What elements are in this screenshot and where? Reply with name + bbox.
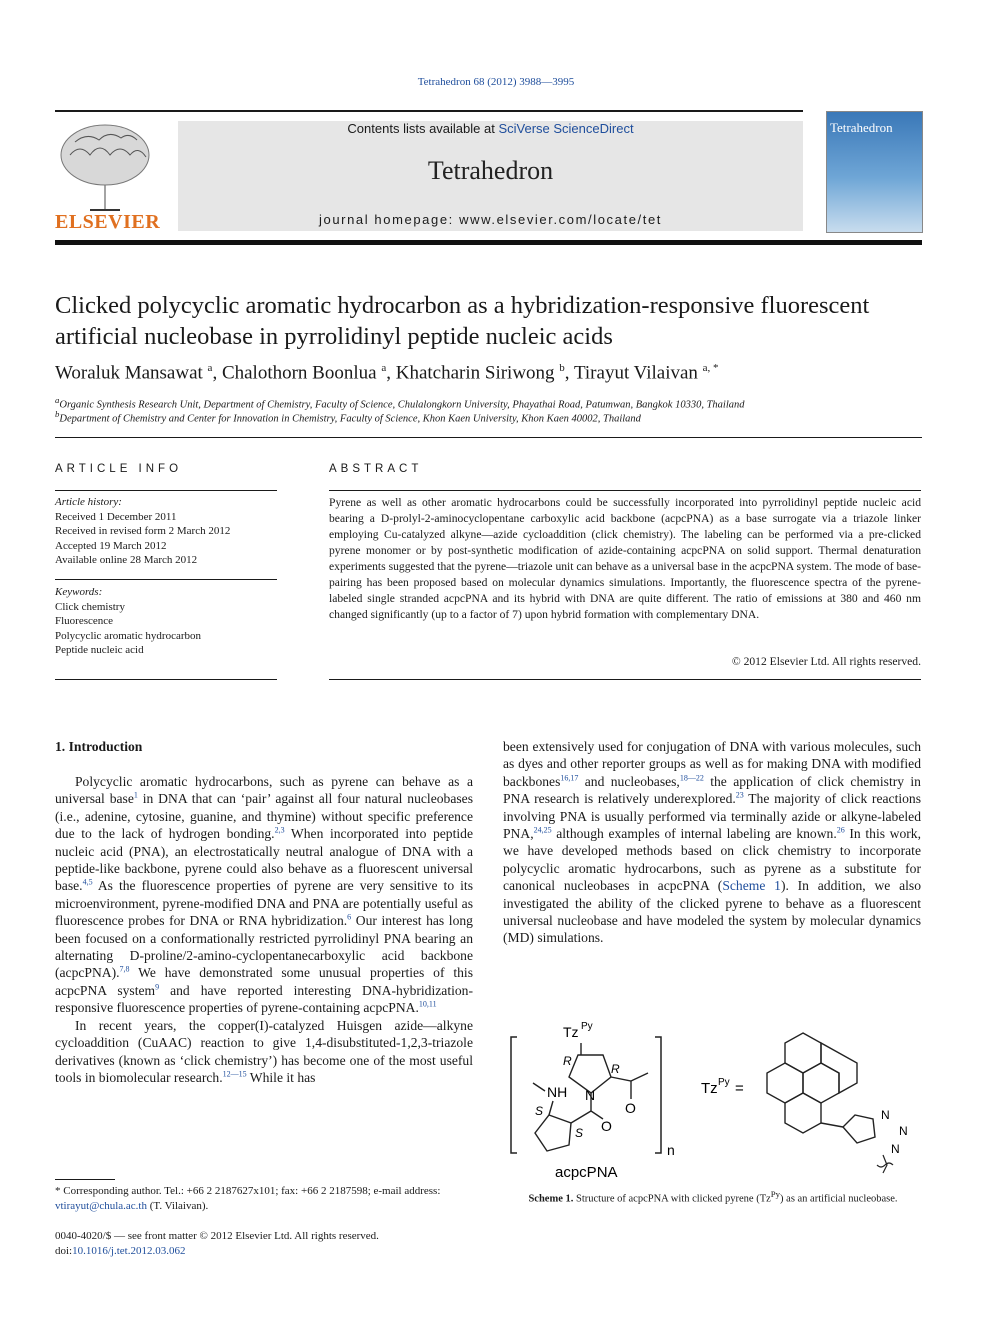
affiliation-b	[55, 409, 935, 425]
keywords	[55, 585, 277, 658]
abstract-heading: ABSTRACT	[329, 463, 423, 475]
paragraph-text: and have reported interesting DNA-hybridization-responsive fluorescence properties of pyrene-containing acpcPNA.	[55, 982, 473, 1016]
tz-label: Tz	[563, 1024, 579, 1040]
article-info-heading: ARTICLE INFO	[55, 463, 183, 475]
journal-cover-title: Tetrahedron	[830, 120, 893, 135]
footnote-after: (T. Vilaivan).	[147, 1199, 209, 1212]
article-info-rule-top	[55, 490, 277, 491]
author-3[interactable]: Khatcharin Siriwong	[395, 362, 555, 384]
citation-reference[interactable]: 9	[155, 982, 160, 992]
corresponding-author-footnote	[55, 1184, 473, 1213]
contents-prefix: Contents lists available at	[347, 121, 499, 136]
author-4[interactable]: Tirayut Vilaivan	[573, 362, 698, 384]
left-bracket	[511, 1037, 517, 1153]
acpcpna-label: acpcPNA	[555, 1164, 618, 1181]
author-1-affil: a	[207, 362, 213, 374]
carbonyl-o-1: O	[625, 1100, 636, 1116]
paragraph-text: Polycyclic aromatic hydrocarbons, such as pyrene can behave as a universal base	[55, 774, 473, 807]
citation-reference[interactable]: 24,25	[533, 825, 552, 835]
stereo-r-2: R	[611, 1062, 620, 1076]
caption-label: Scheme 1.	[528, 1193, 574, 1205]
keyword: Peptide nucleic acid	[55, 644, 144, 656]
author-3-affil: b	[559, 362, 565, 374]
pyrene-triazole-bond	[821, 1123, 843, 1127]
citation-reference[interactable]: 23	[735, 790, 744, 800]
article-info-rule-bottom	[55, 679, 277, 680]
doi-prefix: doi:	[55, 1244, 73, 1257]
header-thick-rule	[55, 240, 922, 245]
footnote-rule	[55, 1179, 115, 1180]
paragraph-text: been extensively used for conjugation of DNA with various molecules, such as dyes and other reporter groups as well as for making DNA with modified backbones	[503, 739, 921, 789]
author-1[interactable]: Woraluk Mansawat	[55, 362, 203, 384]
author-4-affil: a, *	[702, 362, 719, 374]
abstract-rule-bottom	[329, 679, 921, 680]
history-accepted: Accepted 19 March 2012	[55, 539, 167, 552]
paragraph-text: When incorporated into peptide nucleic acid (PNA), an electrostatically neutral analogue of DNA with a peptide-like backbone, pyrene could also behave as a fluorescent universal base.	[55, 826, 473, 894]
keyword: Click chemistry	[55, 600, 125, 613]
paragraph-text: While it has	[246, 1069, 316, 1085]
intro-right-column	[503, 738, 921, 947]
paragraph-text: We have demonstrated some unusual properties of this acpcPNA system	[55, 965, 473, 998]
stereo-r-1: R	[563, 1054, 572, 1068]
ring-link	[571, 1111, 591, 1123]
doi-link[interactable]: 10.1016/j.tet.2012.03.062	[72, 1244, 186, 1257]
paragraph-text: in DNA that can ‘pair’ against all four natural nucleobases (i.e., adenine, cytosine, guanine, and thymine) without specific preference due to the lack of hydrogen bonding.	[55, 791, 473, 842]
nh-label: NH	[547, 1084, 568, 1100]
citation-reference[interactable]: 7,8	[119, 964, 130, 974]
citation-reference[interactable]: 16,17	[560, 773, 579, 783]
citation-reference[interactable]: 1	[133, 790, 138, 800]
keyword: Fluorescence	[55, 615, 114, 627]
acyl-bond	[611, 1073, 648, 1099]
stereo-s-1: S	[535, 1104, 544, 1118]
paragraph-text: the application of click chemistry in PNA research is relatively underexplored.	[503, 773, 921, 807]
front-matter-info	[55, 1229, 555, 1258]
article-history	[55, 495, 277, 568]
ring-n-label: N	[585, 1087, 596, 1103]
cyclopentane-ring	[535, 1115, 571, 1151]
citation-reference[interactable]: 12—15	[222, 1069, 247, 1079]
paragraph-text: As the fluorescence properties of pyrene are very sensitive to its microenvironment, pyrene-modified DNA and PNA are potentially useful as fluorescence probes for DNA or RNA hybridization.	[55, 878, 473, 929]
intro-paragraph-3	[503, 738, 921, 947]
journal-citation[interactable]: Tetrahedron 68 (2012) 3988—3995	[417, 76, 575, 88]
intro-paragraph-1	[55, 773, 473, 1017]
abstract-rule-top	[329, 490, 921, 491]
citation-reference[interactable]: 26	[836, 825, 845, 835]
history-label: Article history:	[55, 496, 122, 508]
attachment-squiggle	[877, 1155, 893, 1173]
right-bracket	[655, 1037, 661, 1153]
affiliation-a-text: Organic Synthesis Research Unit, Department of Chemistry, Faculty of Science, Chulalongkorn University, Phayathai Road, Patumwan, Bangkok 10330, Thailand	[59, 399, 745, 411]
affiliation-b-text: Department of Chemistry and Center for Innovation in Chemistry, Faculty of Science, Khon Kaen University, Khon Kaen 40002, Thailand	[59, 413, 641, 425]
equals-sign: =	[735, 1080, 744, 1097]
paragraph-text: although examples of internal labeling are known.	[551, 826, 837, 842]
intro-paragraph-2	[55, 1017, 473, 1087]
citation-reference[interactable]: 2,3	[274, 825, 285, 835]
paragraph-text: The majority of click reactions involving PNA is usually performed via terminally azide or alkyne-labeled PNA,	[503, 791, 922, 842]
doi-line	[55, 1244, 555, 1259]
py-superscript: Py	[581, 1021, 593, 1032]
affiliation-a-mark: a	[55, 395, 60, 405]
history-online: Available online 28 March 2012	[55, 554, 198, 566]
issn-line: 0040-4020/$ — see front matter © 2012 Elsevier Ltd. All rights reserved.	[55, 1230, 379, 1242]
repeat-n-label: n	[667, 1142, 675, 1158]
elsevier-tree-logo	[55, 120, 155, 212]
author-2-affil: a	[381, 362, 387, 374]
citation-reference[interactable]: 6	[347, 912, 352, 922]
caption-end: ) as an artificial nucleobase.	[780, 1193, 898, 1205]
paragraph-text: In recent years, the copper(I)-catalyzed Huisgen azide—alkyne cycloaddition (CuAAC) reaction to give 1,4-disubstituted-1,2,3-triazole derivatives (known as ‘click chemistry’) has become one of the most useful tools in biomolecular research.	[55, 1017, 473, 1085]
keyword: Polycyclic aromatic hydrocarbon	[55, 629, 202, 642]
author-2[interactable]: Chalothorn Boonlua	[221, 362, 377, 384]
sciencedirect-link[interactable]: SciVerse ScienceDirect	[498, 121, 634, 136]
caption-sup: Py	[770, 1189, 781, 1199]
author-list: Woraluk Mansawat $^a$, Chalothorn Boonlua $^a$, Khatcharin Siriwong $^b$, Tirayut Vilaivan $^{a, *}$	[55, 362, 719, 384]
footnote-text: * Corresponding author. Tel.: +66 2 2187627x101; fax: +66 2 2187598; e-mail address:	[55, 1185, 441, 1197]
tz-definition-label: Tz	[701, 1080, 718, 1097]
pyrrolidine-ring	[569, 1043, 611, 1093]
triazole-n-3: N	[891, 1142, 900, 1156]
citation-reference[interactable]: 10,11	[418, 999, 437, 1009]
scheme-1-caption	[503, 1189, 923, 1205]
history-revised: Received in revised form 2 March 2012	[55, 525, 231, 537]
triazole-n-1: N	[881, 1108, 890, 1122]
author-email-link[interactable]: vtirayut@chula.ac.th	[55, 1199, 147, 1212]
tz-definition-superscript: Py	[718, 1077, 730, 1088]
paragraph-text: Our interest has long been focused on a conformationally restricted pyrrolidinyl PNA bearing an alternating D-proline/2-amino-cyclopentanecarboxylic acid backbone (acpcPNA).	[55, 913, 473, 981]
history-received: Received 1 December 2011	[55, 510, 177, 523]
carbonyl-o-2: O	[601, 1118, 612, 1134]
abstract-copyright: © 2012 Elsevier Ltd. All rights reserved.	[731, 655, 921, 668]
stereo-s-2: S	[575, 1126, 584, 1140]
header-rule	[55, 110, 803, 112]
abstract-text: Pyrene as well as other aromatic hydrocarbons could be successfully incorporated into pyrrolidinyl peptide nucleic acid bearing a D-prolyl-2-aminocyclopentane carboxylic acid backbone (acpcPNA) as a base surrogate via a triazole linker employing Cu-catalyzed alkyne—azide cycloaddition (click chemistry). The labeling can be performed via a pre-clicked pyrene monomer or by post-synthetic modification of azide-containing acpcPNA on solid support. Thermal denaturation experiments suggested that the pyrene—triazole unit can behave as a universal base in the acpcPNA system. The mode of base-pairing has been proposed based on molecular dynamics simulations. Importantly, the fluorescence spectra of the pyrene-labeled single stranded acpcPNA and its hybrid with DNA are quite different. The ratio of emissions at 380 and 460 nm changed significantly (up to a factor of 7) upon hybrid formation with complementary DNA.	[329, 496, 921, 621]
journal-homepage	[178, 212, 803, 227]
citation-reference[interactable]: 18—22	[679, 773, 704, 783]
affiliation-rule	[55, 437, 922, 438]
article-title: Clicked polycyclic aromatic hydrocarbon as a hybridization-responsive fluorescent artificial nucleobase in pyrrolidinyl peptide nucleic acids	[55, 292, 870, 350]
scheme-1-figure	[503, 1015, 923, 1185]
affiliation-b-mark: b	[55, 409, 60, 419]
paragraph-text: In this work, we have developed methods based on click chemistry to incorporate polycyclic aromatic hydrocarbons, such as pyrene as a substitute for canonical nucleobases in acpcPNA (	[503, 826, 922, 894]
elsevier-wordmark: ELSEVIER	[55, 211, 161, 233]
keywords-label: Keywords:	[55, 586, 103, 598]
section-heading-introduction: 1. Introduction	[55, 739, 143, 754]
article-info-rule-mid	[55, 579, 277, 580]
contents-line	[178, 121, 803, 136]
citation-reference[interactable]: 4,5	[82, 877, 93, 887]
paragraph-text: ). In addition, we also investigated the ability of the clicked pyrene to behave as a fluorescent universal nucleobase and have modeled the system by molecular dynamics (MD) simulations.	[503, 878, 921, 946]
journal-name: Tetrahedron	[427, 156, 554, 185]
homepage-link[interactable]: www.elsevier.com/locate/tet	[459, 212, 662, 227]
triazole-ring	[843, 1115, 875, 1143]
intro-left-column	[55, 773, 473, 1086]
scheme-reference-link[interactable]: Scheme 1	[722, 878, 781, 894]
homepage-prefix: journal homepage:	[319, 212, 460, 227]
triazole-n-2: N	[899, 1124, 908, 1138]
paragraph-text: and nucleobases,	[578, 773, 680, 789]
caption-text: Structure of acpcPNA with clicked pyrene (Tz	[573, 1193, 771, 1205]
pyrene-structure	[767, 1033, 857, 1133]
